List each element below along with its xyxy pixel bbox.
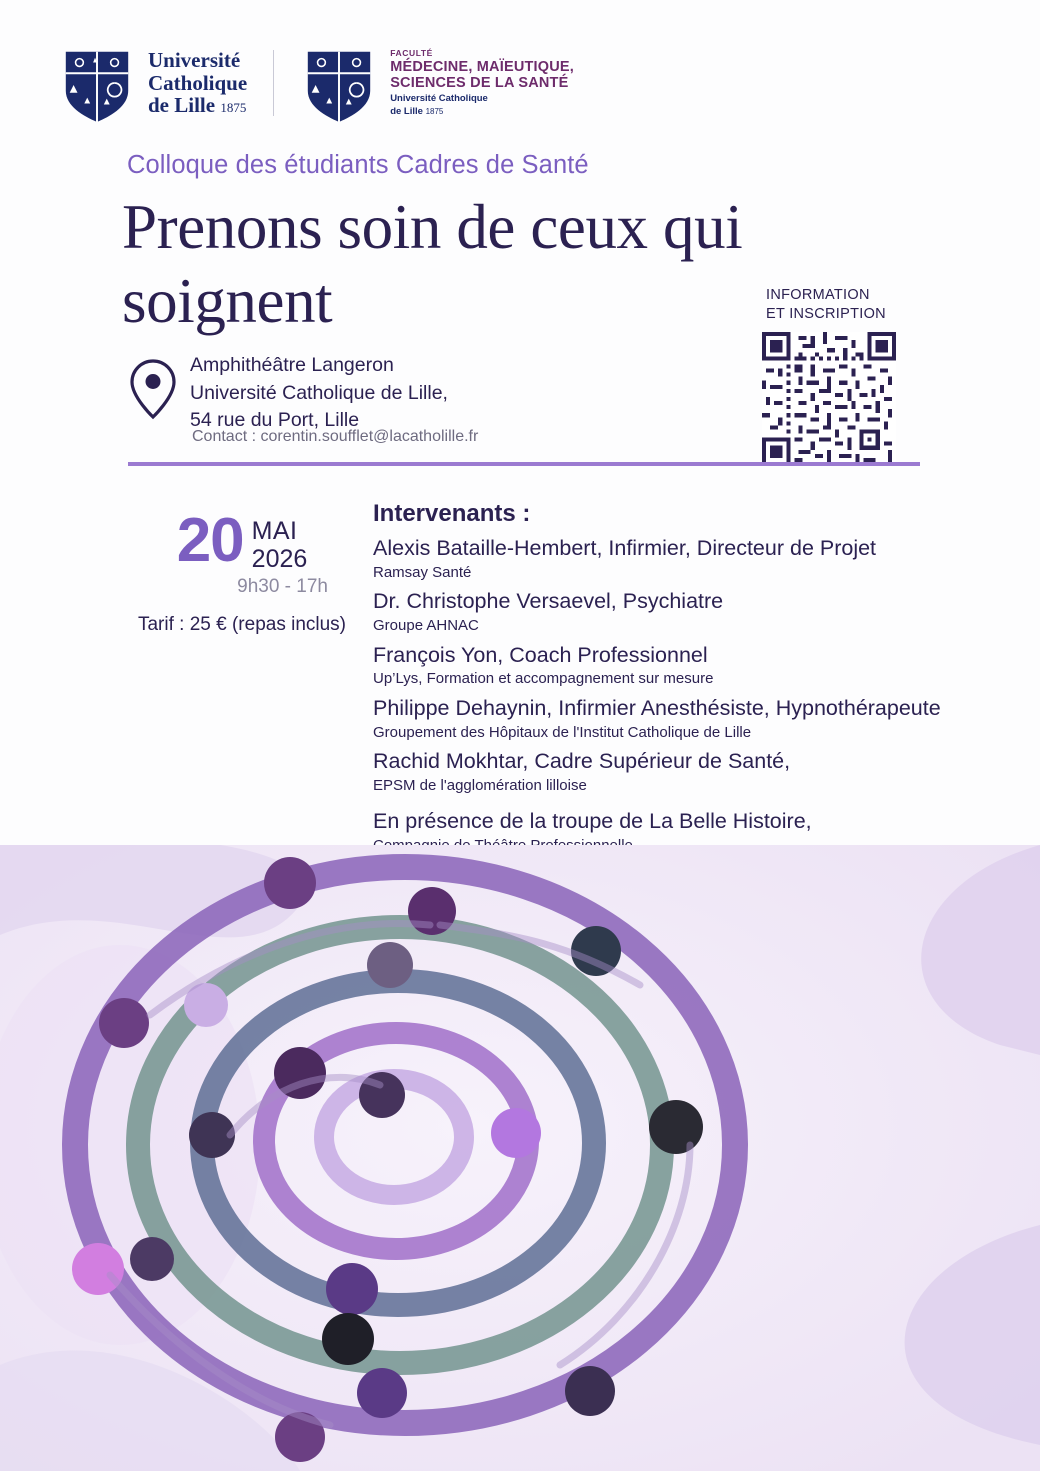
event-year: 2026 (251, 545, 308, 574)
list-item (373, 749, 993, 795)
university-line-3: de Lille 1875 (148, 93, 247, 118)
logo-faculte-medecine (300, 44, 574, 122)
speaker-org: Groupement des Hôpitaux de l'Institut Catholique de Lille (373, 723, 752, 741)
speakers-section (373, 500, 993, 863)
faculty-wordmark (390, 49, 574, 117)
speaker-name: Dr. Christophe Versaevel, Psychiatre (373, 589, 724, 614)
list-item (373, 696, 993, 742)
list-item (373, 643, 993, 689)
faculty-line-1: MÉDECINE, MAÏEUTIQUE, (390, 58, 575, 75)
speaker-name: Alexis Bataille-Hembert, Infirmier, Directeur de Projet (373, 536, 877, 560)
qr-code-icon[interactable] (762, 332, 896, 466)
university-year: 1875 (220, 100, 247, 116)
logo-divider (273, 50, 274, 116)
venue-line-2: Université Catholique de Lille, (190, 381, 448, 404)
speaker-name: Philippe Dehaynin, Infirmier Anesthésiste, Hypnothérapeute (373, 695, 941, 720)
contact-email: Contact : corentin.soufflet@lacatholille.fr (192, 428, 479, 445)
faculty-kicker: FACULTÉ (390, 47, 433, 58)
troupe-name: En présence de la troupe de La Belle Histoire, (373, 809, 812, 834)
speaker-name: François Yon, Coach Professionnel (373, 642, 708, 667)
university-crest-icon (58, 44, 136, 122)
faculty-sub-2: de Lille 1875 (390, 105, 444, 117)
faculty-sub-1: Université Catholique (390, 92, 488, 104)
speaker-org: Up’Lys, Formation et accompagnement sur mesure (373, 670, 714, 688)
header-logos (58, 44, 574, 122)
venue-address (190, 352, 448, 435)
speaker-org: EPSM de l'agglomération lilloise (373, 776, 587, 794)
page-title-line-1: Prenons soin de ceux qui (122, 192, 743, 262)
venue-line-1: Amphithéâtre Langeron (190, 354, 394, 376)
spiral-illustration-art (0, 845, 1040, 1471)
speaker-org: Groupe AHNAC (373, 617, 479, 635)
faculty-line-2: SCIENCES DE LA SANTÉ (390, 75, 569, 92)
page-title-line-2: soignent (122, 266, 333, 337)
speaker-org: Ramsay Santé (373, 563, 472, 581)
event-day: 20 (176, 506, 244, 575)
venue-line-3: 54 rue du Port, Lille (190, 409, 360, 432)
list-item (373, 536, 993, 582)
faculty-year: 1875 (425, 106, 444, 116)
university-wordmark (148, 49, 247, 117)
date-row (128, 506, 356, 575)
qr-label-line-2: ET INSCRIPTION (766, 306, 886, 323)
event-price: Tarif : 25 € (repas inclus) (137, 614, 347, 636)
speakers-heading: Intervenants : (373, 500, 531, 527)
logo-universite-catholique (58, 44, 247, 122)
event-date-block (128, 506, 356, 636)
section-divider (128, 462, 920, 466)
speaker-name: Rachid Mokhtar, Cadre Supérieur de Santé, (373, 749, 791, 774)
event-month-year (252, 512, 308, 574)
university-line-2: Catholique (148, 70, 248, 95)
university-line-1: Université (148, 47, 241, 72)
qr-label (766, 286, 886, 324)
list-item (373, 589, 993, 635)
event-hours: 9h30 - 17h (237, 576, 328, 598)
faculty-crest-icon (300, 44, 378, 122)
map-pin-icon (128, 358, 178, 420)
event-month: MAI (251, 517, 298, 545)
spiral-people-illustration (0, 845, 1040, 1471)
qr-label-line-1: INFORMATION (766, 287, 870, 303)
event-subtitle: Colloque des étudiants Cadres de Santé (127, 151, 589, 179)
